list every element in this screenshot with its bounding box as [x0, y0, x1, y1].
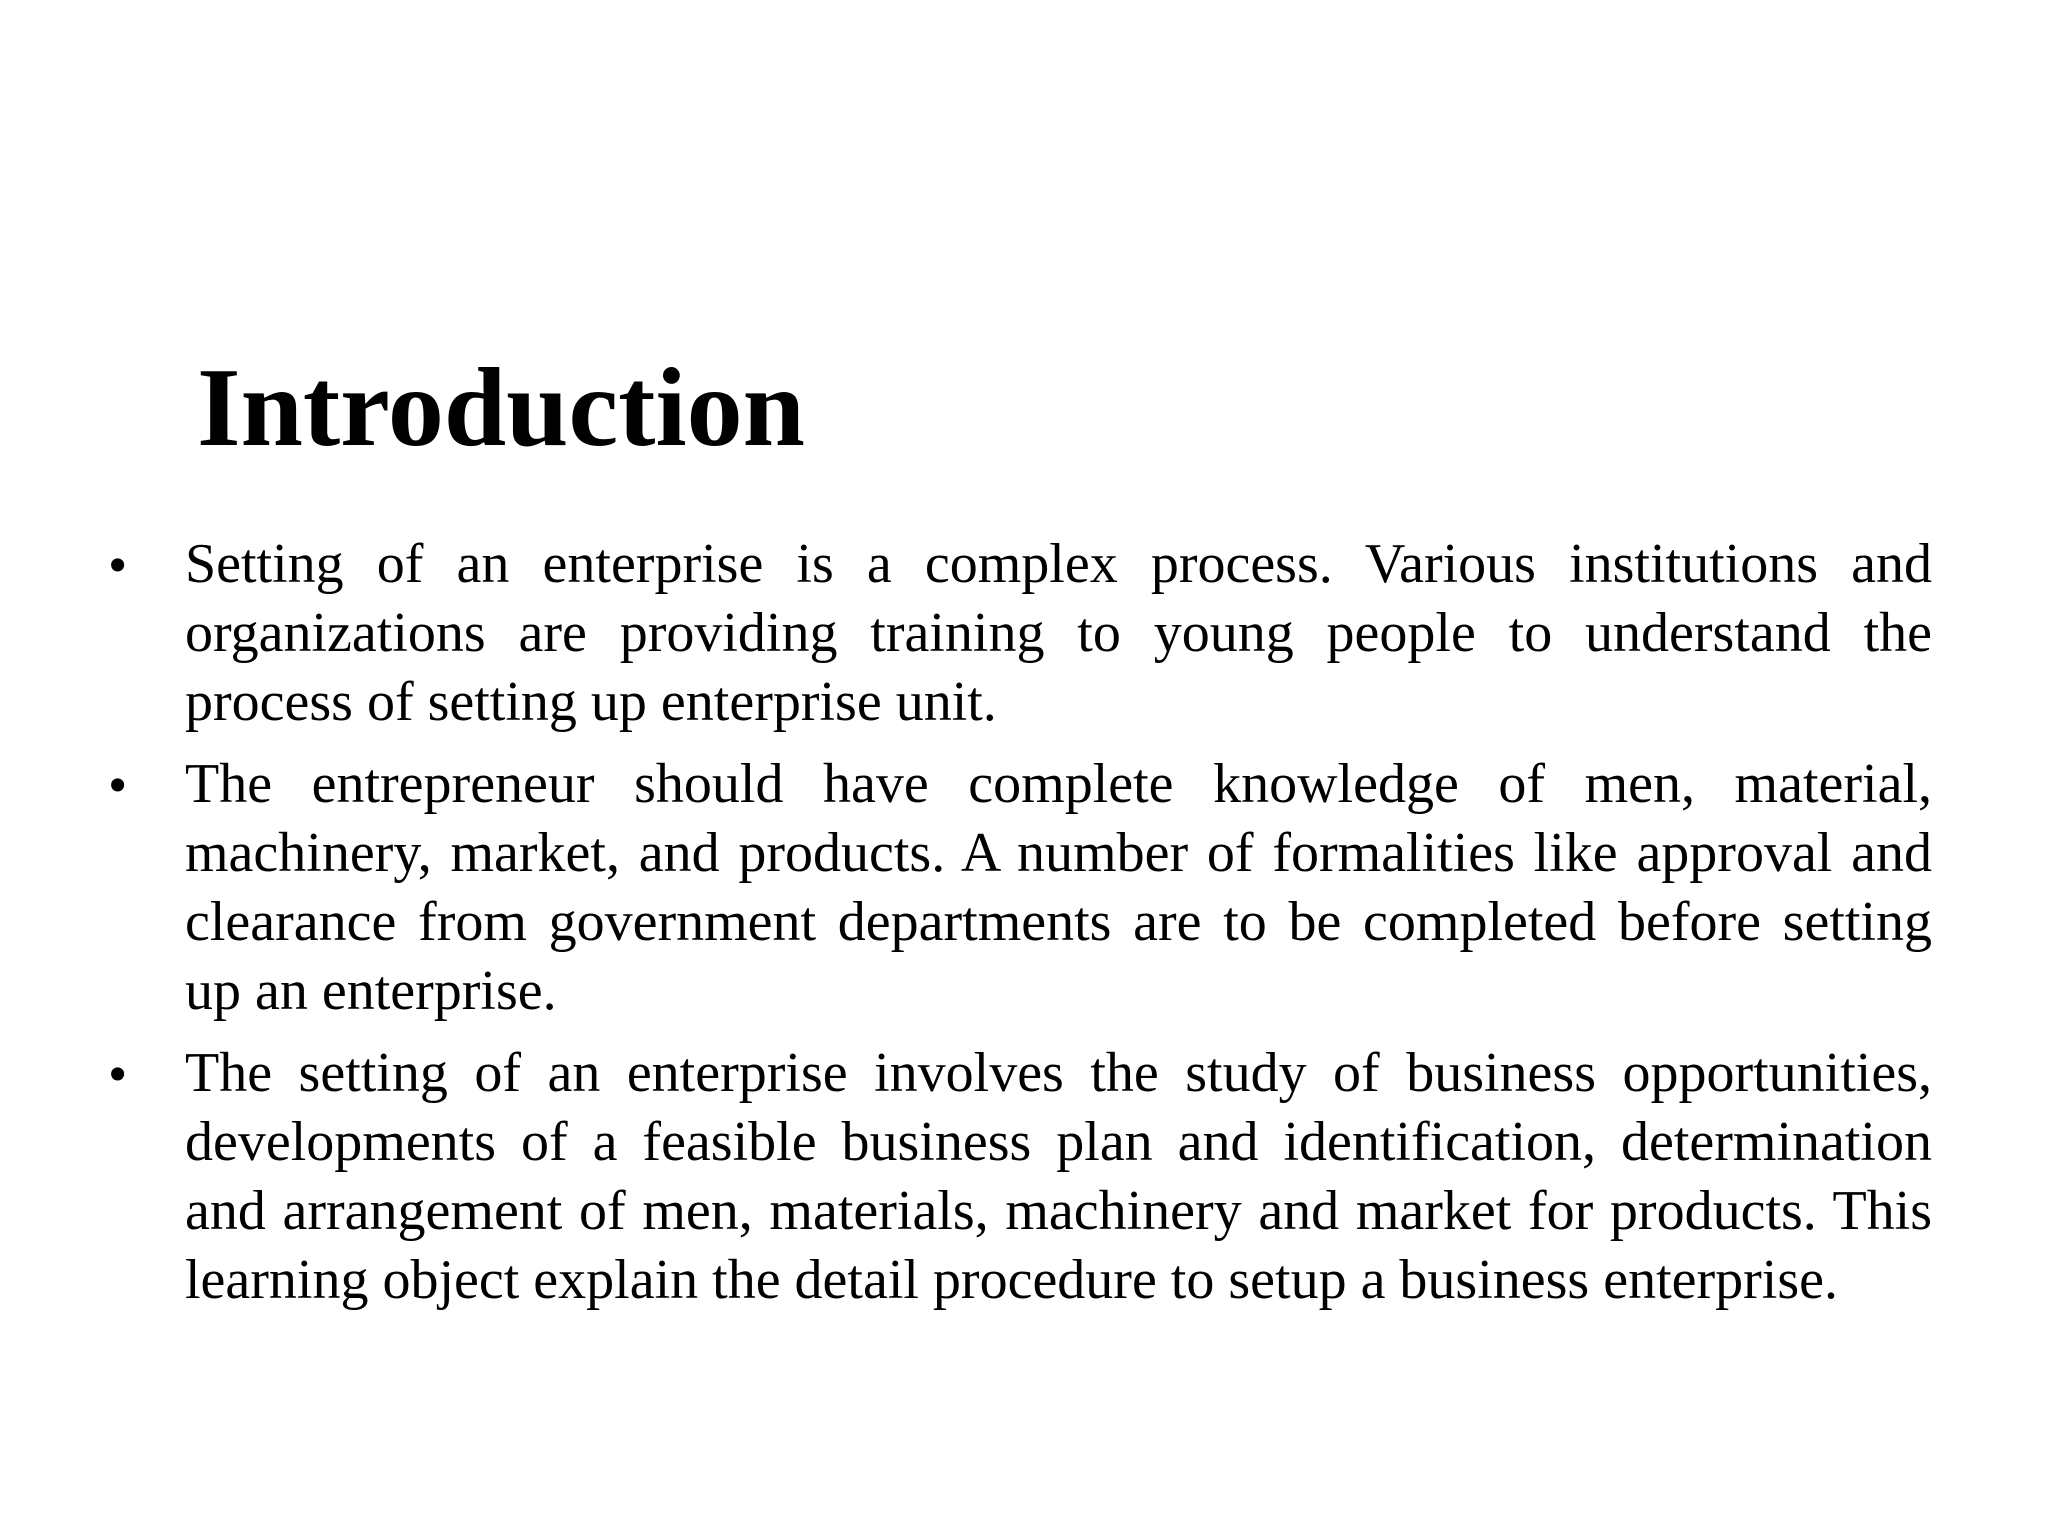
bullet-icon: •: [108, 754, 128, 815]
bullet-item: [108, 750, 1932, 1026]
bullet-text: Setting of an enterprise is a complex process. Various institutions and organizations are providing training to young people to understand the process of setting up enterprise unit.: [185, 533, 1932, 733]
bullet-item: [108, 530, 1932, 737]
bullet-item: [108, 1039, 1932, 1315]
bullet-icon: •: [108, 1043, 128, 1104]
bullet-text: The entrepreneur should have complete knowledge of men, material, machinery, market, and products. A number of formalities like approval and clearance from government departments are to be completed before setting up an enterprise.: [185, 753, 1932, 1022]
bullet-list: [108, 530, 1932, 1328]
bullet-text: The setting of an enterprise involves the study of business opportunities, developments of a feasible business plan and identification, determination and arrangement of men, materials, machinery and market for products. This learning object explain the detail procedure to setup a business enterprise.: [185, 1042, 1932, 1311]
bullet-icon: •: [108, 534, 128, 595]
slide-title: Introduction: [197, 346, 805, 470]
